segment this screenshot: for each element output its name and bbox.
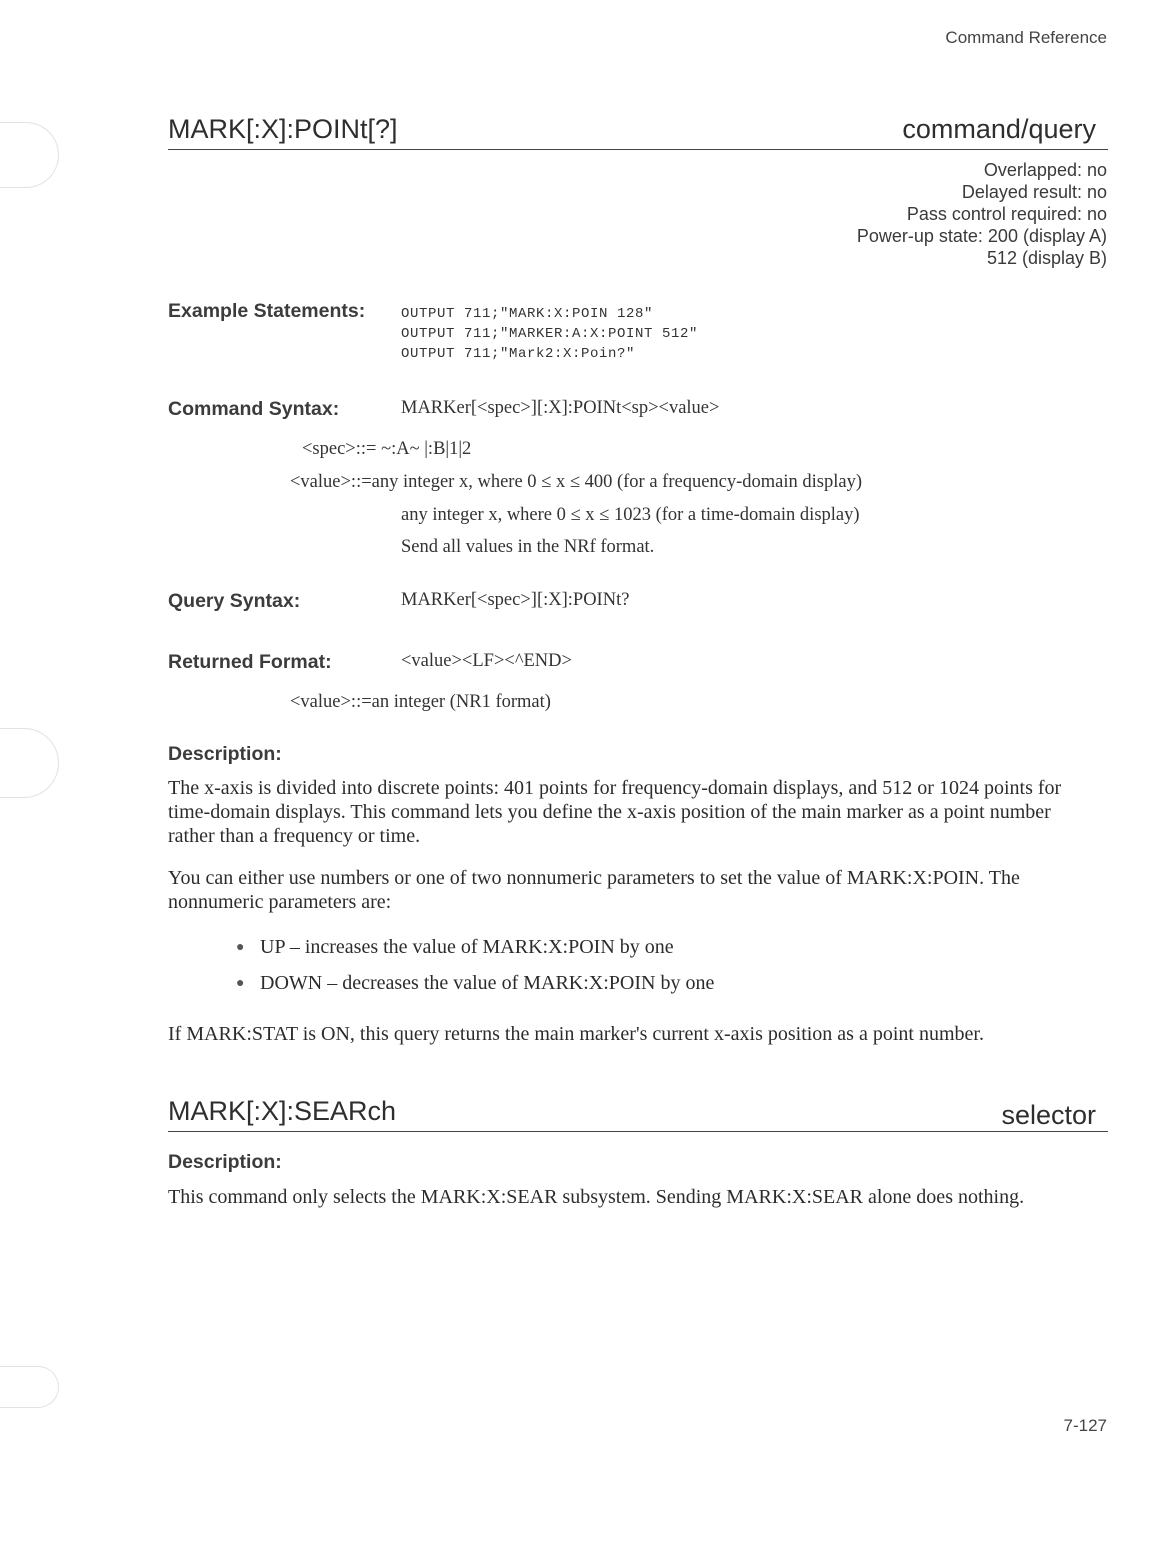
command-syntax: MARKer[<spec>][:X]:POINt<sp><value> [401, 398, 720, 418]
margin-hole-mark-bottom [0, 1366, 59, 1408]
bullet-dot-icon: ● [236, 940, 245, 955]
section-rule [168, 1131, 1108, 1132]
description-label: Description: [168, 1151, 282, 1173]
closing-paragraph: If MARK:STAT is ON, this query returns the main marker's current x-axis position as a point number. [168, 1023, 984, 1045]
returned-format: <value><LF><^END> [401, 651, 572, 671]
description-paragraph: The x-axis is divided into discrete points: 401 points for frequency-domain displays, and 512 or 1024 points for time-domain displays. This command lets you define the x-axis position of the main marker as a point number rather than a frequency or time. [168, 777, 1062, 847]
bullet-item: UP – increases the value of MARK:X:POIN by one [260, 936, 674, 958]
value-definition: <value>::=any integer x, where 0 ≤ x ≤ 400 (for a frequency-domain display) [290, 472, 862, 492]
example-statements-label: Example Statements: [168, 300, 366, 322]
attribute-overlapped: Overlapped: no [983, 160, 1107, 180]
spec-definition: <spec>::= ~:A~ |:B|1|2 [302, 439, 472, 459]
section-rule [168, 149, 1108, 150]
description-paragraph: You can either use numbers or one of two nonnumeric parameters to set the value of MARK:X:POIN. The nonnumeric parameters are: [168, 867, 1020, 913]
bullet-item: DOWN – decreases the value of MARK:X:POIN by one [260, 972, 715, 994]
section-title: MARK[:X]:SEARch [168, 1096, 397, 1126]
attribute-delayed-result: Delayed result: no [961, 182, 1107, 202]
bullet-dot-icon: ● [236, 976, 245, 991]
example-statement: OUTPUT 711;"Mark2:X:Poin?" [401, 346, 636, 362]
attribute-power-up-state: Power-up state: 200 (display A) [856, 226, 1107, 246]
running-header: Command Reference [945, 28, 1107, 47]
example-statement: OUTPUT 711;"MARK:X:POIN 128" [401, 306, 654, 322]
attribute-pass-control: Pass control required: no [906, 204, 1107, 224]
page-number: 7-127 [1063, 1416, 1107, 1435]
value-definition-line: Send all values in the NRf format. [401, 537, 655, 557]
margin-hole-mark-middle [0, 728, 59, 798]
attribute-power-up-state-b: 512 (display B) [986, 248, 1107, 268]
query-syntax-label: Query Syntax: [168, 590, 301, 612]
value-definition-line: any integer x, where 0 ≤ x ≤ 1023 (for a time-domain display) [401, 505, 860, 525]
command-syntax-label: Command Syntax: [168, 398, 340, 420]
section-type: selector [1001, 1100, 1096, 1130]
margin-hole-mark-top [0, 122, 59, 188]
example-statement: OUTPUT 711;"MARKER:A:X:POINT 512" [401, 326, 699, 342]
query-syntax: MARKer[<spec>][:X]:POINt? [401, 590, 630, 610]
section-type: command/query [902, 114, 1096, 144]
description-paragraph: This command only selects the MARK:X:SEAR subsystem. Sending MARK:X:SEAR alone does nothing. [168, 1186, 1025, 1208]
section-title: MARK[:X]:POINt[?] [168, 114, 398, 144]
description-label: Description: [168, 743, 282, 765]
returned-format-label: Returned Format: [168, 651, 332, 673]
returned-value-definition: <value>::=an integer (NR1 format) [290, 692, 551, 712]
